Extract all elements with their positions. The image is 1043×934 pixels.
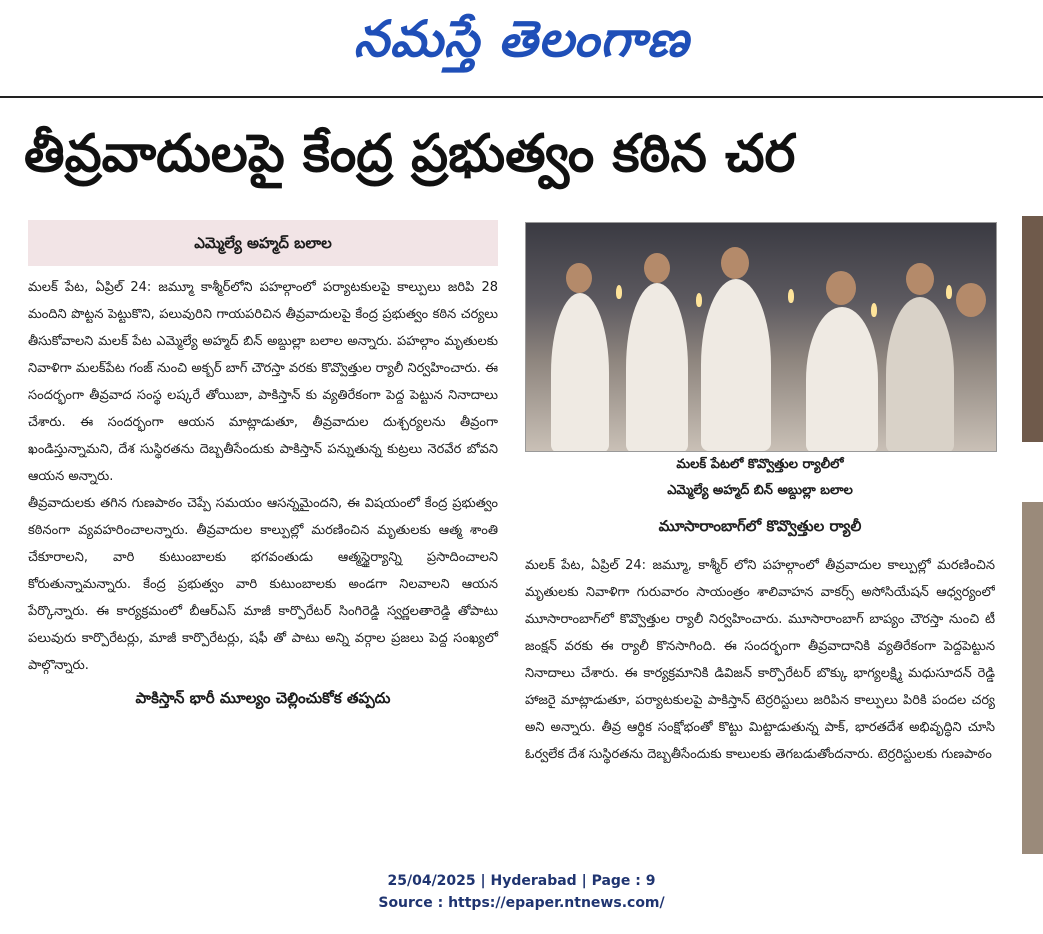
- headline: తీవ్రవాదులపై కేంద్ర ప్రభుత్వం కఠిన చర: [24, 124, 796, 184]
- left-article: [28, 220, 498, 711]
- article-paragraph: తీవ్రవాదులకు తగిన గుణపాఠం చెప్పే సమయం ఆసన్నమైందని, ఈ విషయంలో కేంద్ర ప్రభుత్వం కఠినంగా వ్యవహరించాలన్నారు. తీవ్రవాదుల కాల్పుల్లో మరణించిన మృతులకు ఆత్మ శాంతి చేకూరాలని, వారి కుటుంబాలకు భగవంతుడు ఆత్మస్థైర్యాన్ని ప్రసాదించాలని కోరుతున్నామన్నారు. కేంద్ర ప్రభుత్వం వారి కుటుంబాలకు అండగా నిలవాలని ఆయన పేర్కొన్నారు. ఈ కార్యక్రమంలో బీఆర్ఎస్ మాజీ కార్పొరేటర్ సింగిరెడ్డి స్వర్ణలతారెడ్డి తోపాటు పలువురు కార్పొరేటర్లు, మాజీ కార్పొరేటర్లు, షఫీ తో పాటు అన్ని వర్గాల ప్రజలు పెద్ద సంఖ్యలో పాల్గొన్నారు.: [28, 496, 498, 673]
- photo-caption: [525, 452, 995, 504]
- right-article: [525, 552, 995, 855]
- left-subhead: పాకిస్తాన్ భారీ మూల్యం చెల్లించుకోక తప్పదు: [135, 689, 391, 707]
- photo-caption-line: మలక్ పేటలో కొవ్వొత్తుల ర్యాలీలో: [676, 457, 844, 472]
- byline: ఎమ్మెల్యే అహ్మద్ బలాల: [28, 220, 498, 266]
- article-paragraph: మలక్ పేట, ఏప్రిల్ 24: జమ్మూ కాశ్మీర్‌లోని పహల్గాంలో పర్యాటకులపై కాల్పులు జరిపి 28 మందిని పొట్టన పెట్టుకొని, పలువురిని గాయపరిచిన తీవ్రవాదులపై కేంద్ర ప్రభుత్వం కఠిన చర్యలు తీసుకోవాలని మలక్ పేట ఎమ్మెల్యే అహ్మద్ బిన్ అబ్దుల్లా బలాల అన్నారు. పహల్గాం మృతులకు నివాళిగా మలక్‌పేట గంజ్ నుంచి అక్బర్ బాగ్ చౌరస్తా వరకు కొవ్వొత్తుల ర్యాలీ నిర్వహించారు. ఈ సందర్భంగా తీవ్రవాద సంస్థ లష్కరే తోయిబా, పాకిస్తాన్ కు వ్యతిరేకంగా పెద్ద పెట్టున నినాదాలు చేశారు. ఈ సందర్భంగా ఆయన మాట్లాడుతూ, తీవ్రవాదుల దుశ్చర్యలను తీవ్రంగా ఖండిస్తున్నామని, దేశ సుస్థిరతను దెబ్బతీసేందుకు పాకిస్తాన్ పన్నుతున్న కుట్రలు నెరవేర బోవని ఆయన అన్నారు.: [28, 280, 498, 484]
- rally-photo: [525, 222, 997, 452]
- footer-source-line: Source : https://epaper.ntnews.com/: [378, 895, 665, 911]
- adjacent-photo-edge: [1022, 216, 1043, 442]
- masthead-logo: నమస్తే తెలంగాణ: [353, 10, 690, 68]
- adjacent-photo-edge: [1022, 502, 1043, 854]
- photo-caption-line: ఎమ్మెల్యే అహ్మద్ బిన్ అబ్దుల్లా బలాల: [667, 483, 853, 498]
- header-divider: [0, 96, 1043, 98]
- right-article-title: మూసారాంబాగ్‌లో కొవ్వొత్తుల ర్యాలీ: [658, 517, 862, 535]
- article-paragraph: మలక్ పేట, ఏప్రిల్ 24: జమ్మూ, కాశ్మీర్ లోని పహల్గాంలో తీవ్రవాదుల కాల్పుల్లో మరణించిన మృతులకు నివాళిగా గురువారం సాయంత్రం శాలివాహన వాకర్స్ అసోసియేషన్ ఆధ్వర్యంలో మూసారాంబాగ్‌లో కొవ్వొత్తుల ర్యాలీ నిర్వహించారు. మూసారాంబాగ్ బాప్యం చౌరస్తా నుంచి టీ జంక్షన్ వరకు ఈ ర్యాలీ కొనసాగింది. ఈ సందర్భంగా తీవ్రవాదానికి వ్యతిరేకంగా పెద్దపెట్టున నినాదాలు చేశారు. ఈ కార్యక్రమానికి డివిజన్ కార్పొరేటర్ బొక్కు భాగ్యలక్ష్మి మధుసూదన్ రెడ్డి హాజరై మాట్లాడుతూ, పర్యాటకులపై పాకిస్తాన్ టెర్రరిస్టులు జరిపిన కాల్పులు పిరికి పందల చర్య అని అన్నారు. తీవ్ర ఆర్థిక సంక్షోభంతో కొట్టు మిట్టాడుతున్న పాక్, భారతదేశ అభివృద్ధిని చూసి ఓర్వలేక దేశ సుస్థిరతను దెబ్బతీసేందుకు కాలులకు తెగబడుతోందనారు. టెర్రరిస్టులకు గుణపాఠం: [525, 558, 995, 762]
- footer-date-line: 25/04/2025 | Hyderabad | Page : 9: [387, 873, 656, 889]
